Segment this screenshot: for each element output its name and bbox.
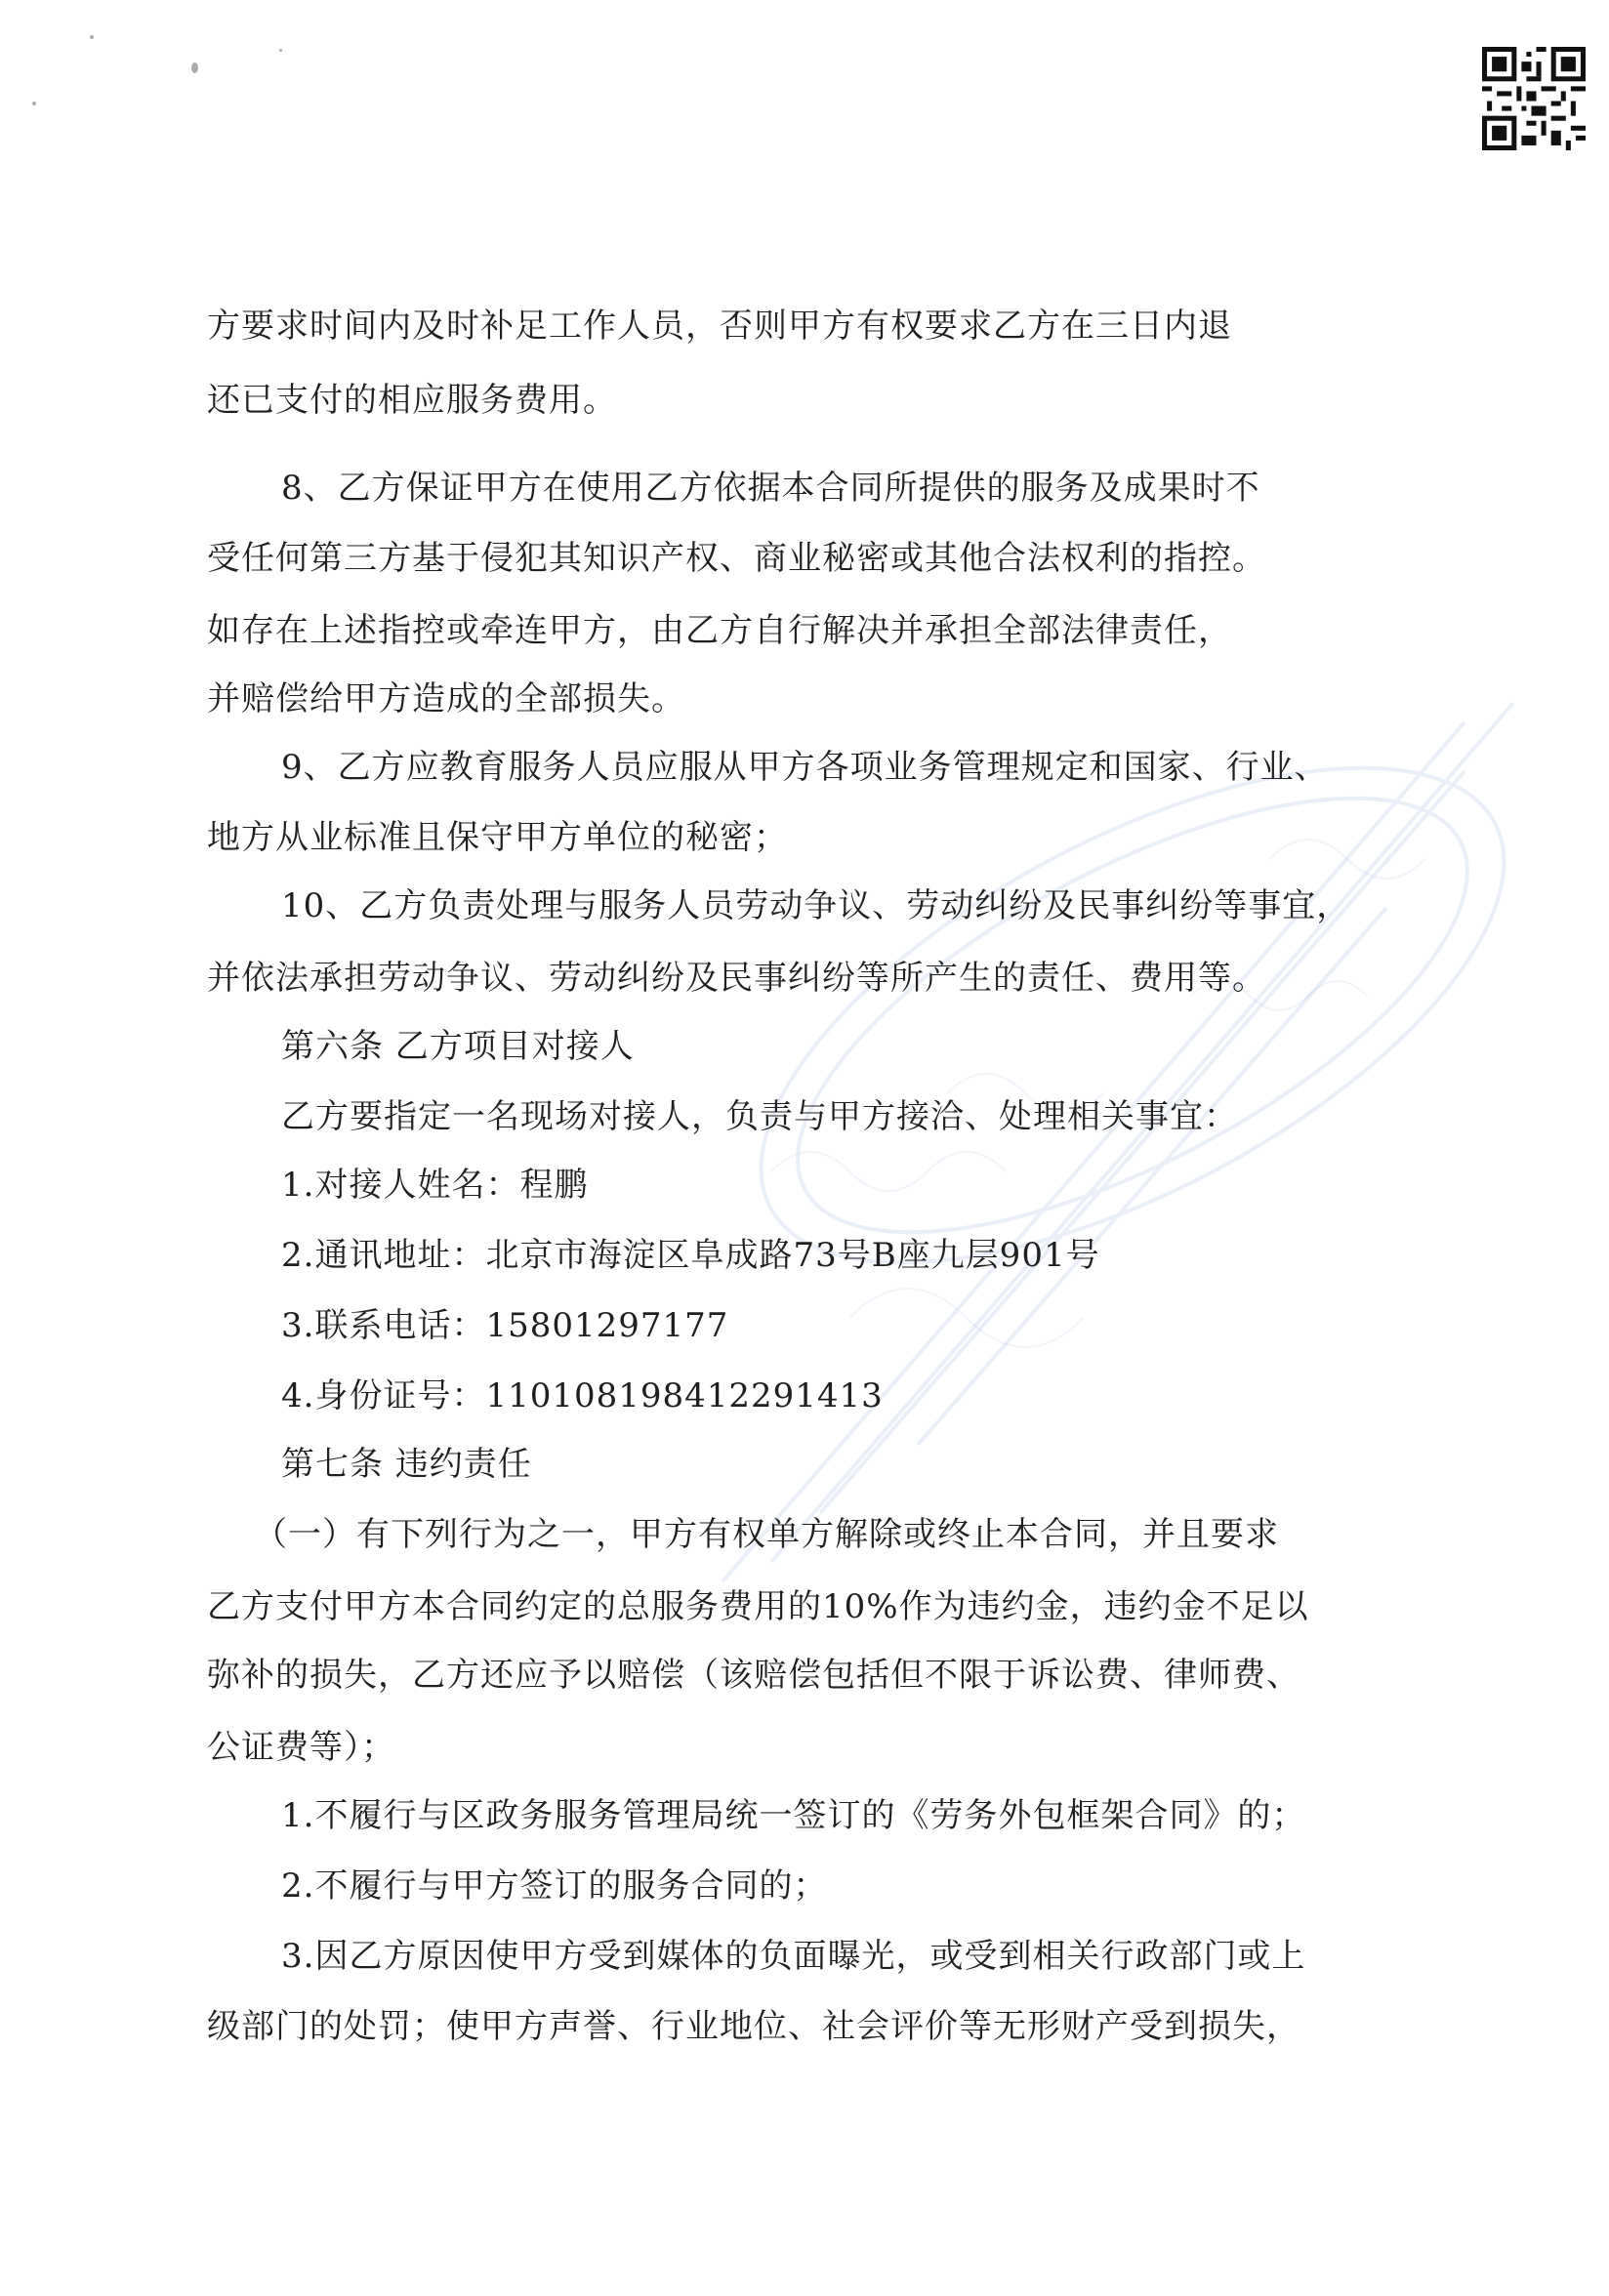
contact-name: 1.对接人姓名：程鹏 [281, 1166, 589, 1205]
paragraph-line: 公证费等）； [207, 1728, 395, 1767]
paragraph-line: 还已支付的相应服务费用。 [207, 381, 617, 420]
paragraph-line: 地方从业标准且保守甲方单位的秘密； [207, 818, 788, 857]
contact-id-number: 4.身份证号：110108198412291413 [281, 1376, 884, 1415]
paragraph-line: 级部门的处罚；使甲方声誉、行业地位、社会评价等无形财产受到损失， [207, 2007, 1300, 2046]
paragraph-line: 9、乙方应教育服务人员应服从甲方各项业务管理规定和国家、行业、 [281, 748, 1329, 787]
paragraph-line: 乙方要指定一名现场对接人，负责与甲方接洽、处理相关事宜： [281, 1097, 1238, 1136]
qr-code-icon [1482, 47, 1586, 150]
contact-phone: 3.联系电话：15801297177 [281, 1306, 729, 1345]
section-heading: 第七条 违约责任 [281, 1445, 532, 1484]
paragraph-line: 8、乙方保证甲方在使用乙方依据本合同所提供的服务及成果时不 [281, 469, 1260, 508]
paragraph-line: （一）有下列行为之一，甲方有权单方解除或终止本合同，并且要求 [254, 1515, 1279, 1554]
section-heading: 第六条 乙方项目对接人 [281, 1027, 635, 1066]
list-item: 3.因乙方原因使甲方受到媒体的负面曝光，或受到相关行政部门或上 [281, 1937, 1306, 1976]
contact-address: 2.通讯地址：北京市海淀区阜成路73号B座九层901号 [281, 1236, 1100, 1275]
paragraph-line: 10、乙方负责处理与服务人员劳动争议、劳动纠纷及民事纠纷等事宜， [281, 886, 1351, 925]
paragraph-line: 弥补的损失，乙方还应予以赔偿（该赔偿包括但不限于诉讼费、律师费、 [207, 1656, 1300, 1695]
paragraph-line: 乙方支付甲方本合同约定的总服务费用的10%作为违约金，违约金不足以 [207, 1587, 1309, 1626]
paragraph-line: 方要求时间内及时补足工作人员，否则甲方有权要求乙方在三日内退 [207, 307, 1232, 346]
list-item: 2.不履行与甲方签订的服务合同的； [281, 1866, 828, 1906]
paragraph-line: 并赔偿给甲方造成的全部损失。 [207, 679, 685, 718]
paragraph-line: 并依法承担劳动争议、劳动纠纷及民事纠纷等所产生的责任、费用等。 [207, 959, 1266, 998]
paragraph-line: 如存在上述指控或牵连甲方，由乙方自行解决并承担全部法律责任， [207, 611, 1232, 650]
paragraph-line: 受任何第三方基于侵犯其知识产权、商业秘密或其他合法权利的指控。 [207, 539, 1266, 578]
list-item: 1.不履行与区政务服务管理局统一签订的《劳务外包框架合同》的； [281, 1796, 1306, 1835]
